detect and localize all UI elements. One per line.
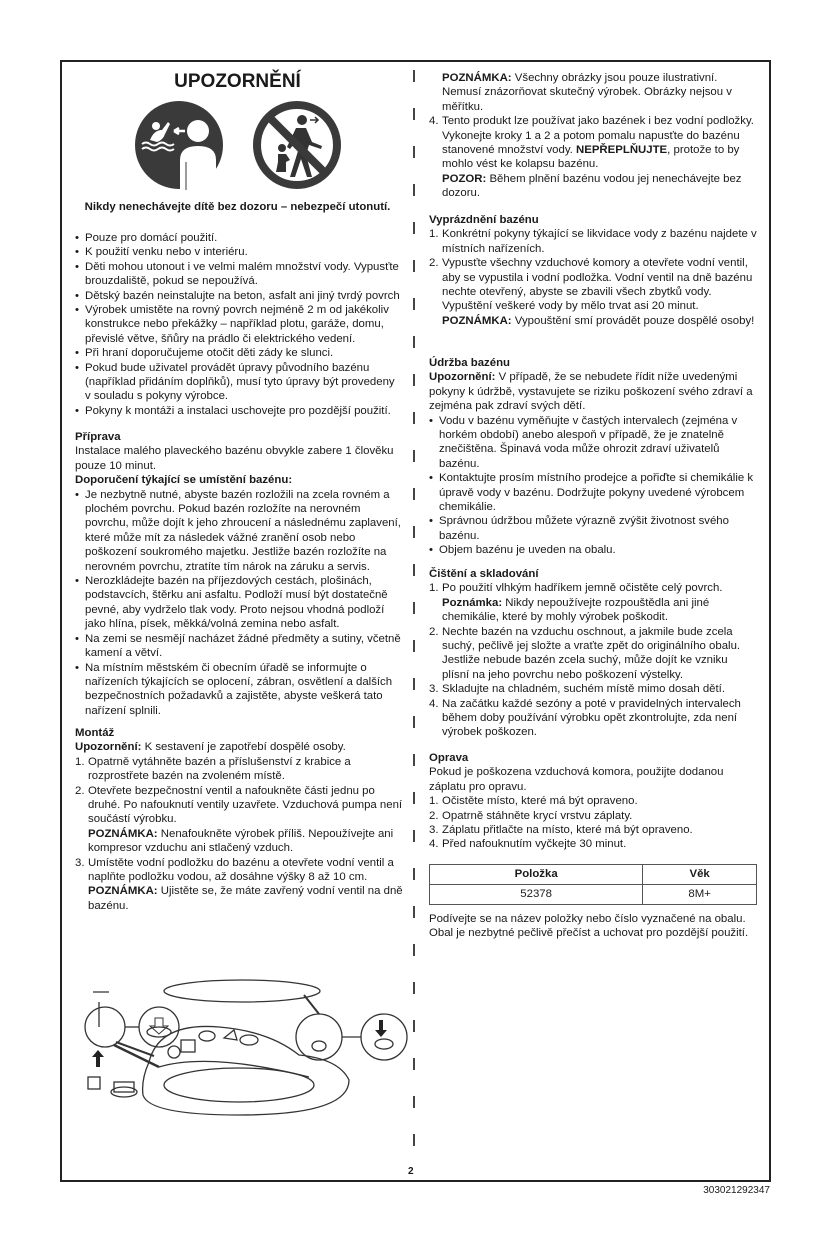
note-label: POZNÁMKA: — [442, 314, 512, 327]
bullet-text: Pokud bude uživatel provádět úpravy původního bazénu (například přidáním doplňků), musí tyto úpravy být provedeny v souladu s pokyny výrobce. — [85, 361, 395, 403]
section-heading: Příprava — [75, 431, 121, 443]
step-number: 3. — [429, 824, 439, 837]
note-text: Pokud je poškozena vzduchová komora, použijte dodanou záplatu pro opravu. — [429, 766, 724, 793]
bullet-marker: • — [75, 246, 79, 259]
step-text: Na začátku každé sezóny a poté v pravidelných intervalech během doby používání výrobku opět zkontrolujte, zda není výrobek poškozen. — [442, 697, 741, 739]
paragraph — [75, 444, 403, 473]
supervise-child-in-water-icon — [134, 100, 224, 190]
numbered-step — [429, 794, 757, 808]
numbered-step — [429, 697, 757, 740]
bullet-item — [429, 543, 757, 557]
step-text: Tento produkt lze používat jako bazének i bez vodní podložky. Vykonejte kroky 1 a 2 a potom pomalu napusťte do bazénu stanovené množství vody. — [442, 115, 754, 157]
bullet-marker: • — [75, 404, 79, 417]
step-number: 2. — [429, 625, 439, 638]
section-heading: Údržba bazénu — [429, 357, 511, 369]
serial-number: 303021292347 — [703, 1185, 770, 1196]
bullet-text: Nerozkládejte bazén na příjezdových cestách, plošinách, podstavcích, štěrku ani asfaltu. Podloží musí být dostatečně pevné, aby vydrželo tlak vody. Proto nejsou vhodná podloží jako hlína, písek, měkká/volná zemina nebo asfalt. — [85, 575, 388, 631]
section-montaz-continued — [429, 71, 757, 201]
bullet-item — [75, 245, 403, 259]
step-text-tail: , protože to by mohlo vést ke kolapsu bazénu. — [442, 144, 740, 171]
bullet-marker: • — [75, 488, 79, 501]
step-number: 1. — [429, 582, 439, 595]
numbered-step — [75, 784, 403, 827]
table-cell-age: 8M+ — [643, 885, 757, 905]
section-cisteni — [429, 567, 757, 740]
step-number: 1. — [429, 795, 439, 808]
paragraph — [429, 370, 757, 413]
note-text: Instalace malého plaveckého bazénu obvykle zabere 1 člověku pouze 10 minut. — [75, 445, 394, 472]
note-text: K sestavení je zapotřebí dospělé osoby. — [141, 741, 346, 754]
bullet-text: Na zemi se nesmějí nacházet žádné předměty a sutiny, včetně kamení a větví. — [85, 632, 401, 660]
bullet-item — [75, 632, 403, 661]
note-text: Během plnění bazénu vodou jej nenechávejte bez dozoru. — [442, 172, 742, 200]
bullet-item — [75, 346, 403, 360]
bullet-item — [75, 231, 403, 245]
step-emphasis: NEPŘEPLŇUJTE — [576, 144, 668, 157]
bullet-text: Je nezbytně nutné, abyste bazén rozložili na zcela rovném a plochém povrchu. Pokud bazén rozložíte na nerovném povrchu, může dojít k jeho zhroucení a následnému zaplavení, které může mít za následek vážné zranění osob nebo poškození soukromého majetku. Jestliže bazén rozložíte na nerovném povrchu, ztratíte tím nárok na záruku a servis. — [85, 488, 401, 573]
step-text: Skladujte na chladném, suchém místě mimo dosah dětí. — [442, 683, 726, 696]
section-oprava — [429, 751, 757, 852]
safety-bullets — [75, 231, 403, 418]
numbered-step — [429, 114, 757, 172]
bullet-text: Dětský bazén neinstalujte na beton, asfalt ani jiný tvrdý povrch — [85, 289, 400, 302]
warning-title: UPOZORNĚNÍ — [174, 71, 301, 92]
step-number: 4. — [429, 838, 439, 851]
note-label: POZNÁMKA: — [442, 72, 512, 84]
bullet-item — [75, 404, 403, 418]
step-text: Očistěte místo, které má být opraveno. — [442, 795, 638, 808]
bullet-marker: • — [75, 632, 79, 645]
bullet-item — [429, 414, 757, 472]
bullet-marker: • — [429, 472, 433, 485]
bullet-text: Pokyny k montáži a instalaci uschovejte pro pozdější použití. — [85, 404, 391, 417]
table-cell-item: 52378 — [430, 885, 643, 905]
note-label: POZNÁMKA: — [88, 827, 158, 840]
bullet-marker: • — [75, 361, 79, 374]
do-not-leave-child-unattended-icon — [252, 100, 342, 190]
section-vyprazdneni — [429, 213, 757, 328]
step-text: Umístěte vodní podložku do bazénu a otevřete vodní ventil a naplňte podložku vodou, až dosáhne výšky 8 až 10 cm. — [88, 856, 394, 884]
bullet-marker: • — [75, 575, 79, 588]
section-heading: Oprava — [429, 752, 469, 764]
warning-caption: Nikdy nenechávejte dítě bez dozoru – nebezpečí utonutí. — [84, 201, 391, 213]
table-header-item: Položka — [430, 865, 643, 885]
section-montaz — [75, 726, 403, 913]
bullet-marker: • — [75, 260, 79, 273]
note-label: POZOR: — [442, 172, 487, 185]
step-text: Nechte bazén na vzduchu oschnout, a jakmile bude zcela suchý, pečlivě jej složte a vraťte zpět do originálního obalu. Jestliže nebude bazén zcela suchý, může dojít ke vzniku plísní na jeho povrchu nebo poškození výstelky. — [442, 625, 741, 681]
step-text: Konkrétní pokyny týkající se likvidace vody z bazénu najdete v místních nařízeních. — [442, 228, 757, 255]
note — [429, 314, 757, 328]
bullet-text: Na místním městském či obecním úřadě se informujte o nařízeních týkajících se oplocení, zábran, osvětlení a dalších bezpečnostních požadavků a zajistěte, abyste veškerá tato nařízení splnili. — [85, 661, 393, 717]
page-number: 2 — [408, 1166, 414, 1177]
bullet-marker: • — [75, 304, 79, 317]
step-text: Po použití vlhkým hadříkem jemně očistěte celý povrch. — [442, 582, 723, 595]
bullet-item — [75, 289, 403, 303]
step-text: Před nafouknutím vyčkejte 30 minut. — [442, 838, 627, 851]
bullet-text: Správnou údržbou můžete výrazně zvýšit životnost svého bazénu. — [439, 515, 729, 542]
bullet-text: Vodu v bazénu vyměňujte v častých intervalech (zejména v horkém období) anebo alespoň v případě, že je znatelně znečištěna. Špinavá voda může ohrozit zdraví uživatelů bazénu. — [439, 414, 738, 470]
step-number: 3. — [75, 856, 85, 869]
note-label: Poznámka: — [442, 596, 503, 609]
numbered-step — [429, 809, 757, 823]
step-text: Opatrně stáhněte krycí vrstvu záplaty. — [442, 809, 633, 822]
step-text: Záplatu přitlačte na místo, které má být opraveno. — [442, 824, 693, 837]
bullet-marker: • — [429, 515, 433, 528]
numbered-step — [75, 856, 403, 885]
step-number: 3. — [429, 683, 439, 696]
step-number: 2. — [75, 784, 85, 797]
product-table-wrap — [429, 864, 757, 941]
section-heading: Montáž — [75, 727, 115, 739]
step-number: 4. — [429, 115, 439, 128]
section-udrzba — [429, 356, 757, 558]
step-number: 4. — [429, 697, 439, 710]
numbered-step — [429, 227, 757, 256]
bullet-item — [429, 514, 757, 543]
section-heading: Vyprázdnění bazénu — [429, 214, 539, 226]
note — [75, 884, 403, 913]
table-header-age: Věk — [643, 865, 757, 885]
note — [75, 827, 403, 856]
pool-assembly-illustration — [64, 952, 414, 1152]
note — [429, 71, 757, 114]
section-heading: Čištění a skladování — [429, 568, 539, 580]
subheading: Doporučení týkající se umístění bazénu: — [75, 474, 293, 487]
numbered-step — [429, 823, 757, 837]
note-text: Nikdy nepoužívejte rozpouštědla ani jiné chemikálie, které by mohly výrobek poškodit. — [442, 596, 710, 624]
bullet-text: Kontaktujte prosím místního prodejce a pořiďte si chemikálie k úpravě vody v bazénu. Dodržujte pokyny uvedené výrobcem chemikálie. — [439, 472, 754, 514]
note-label: Upozornění: — [429, 371, 496, 384]
bullet-text: Pouze pro domácí použití. — [85, 232, 218, 244]
note-text: Nenafoukněte výrobek příliš. Nepoužívejte ani kompresor vzduchu ani stlačený vzduch. — [88, 827, 394, 855]
bullet-item — [75, 260, 403, 289]
step-text: Vypusťte všechny vzduchové komory a otevřete vodní ventil, aby se vypustila i vodní podložka. Vodní ventil na dně bazénu nechte otevřený, abyste se zbavili všech zbytků vody. Vypuštění veškeré vody by mělo trvat asi 20 minut. — [442, 257, 753, 313]
step-number: 2. — [429, 257, 439, 270]
bullet-text: K použití venku nebo v interiéru. — [85, 246, 248, 259]
bullet-item — [75, 574, 403, 632]
bullet-item — [75, 661, 403, 719]
numbered-step — [429, 625, 757, 683]
bullet-item — [75, 361, 403, 404]
numbered-step — [429, 581, 757, 595]
step-number: 1. — [75, 755, 85, 768]
step-number: 1. — [429, 228, 439, 241]
paragraph — [75, 740, 403, 754]
note-text: Všechny obrázky jsou pouze ilustrativní. Nemusí znázorňovat skutečný výrobek. Obrázky nejsou v měřítku. — [442, 72, 732, 113]
step-text: Opatrně vytáhněte bazén a příslušenství z krabice a rozprostřete bazén na zvoleném místě. — [88, 755, 351, 783]
numbered-step — [75, 755, 403, 784]
note-text: Vypouštění smí provádět pouze dospělé osoby! — [511, 314, 755, 327]
bullet-text: Objem bazénu je uveden na obalu. — [439, 544, 616, 557]
warning-icons — [75, 100, 400, 190]
section-priprava — [75, 430, 403, 718]
note-label: Upozornění: — [75, 741, 142, 754]
bullet-marker: • — [429, 544, 433, 557]
paragraph — [429, 765, 757, 794]
bullet-item — [75, 488, 403, 574]
note-label: POZNÁMKA: — [88, 885, 158, 898]
step-number: 2. — [429, 809, 439, 822]
bullet-marker: • — [75, 289, 79, 302]
bullet-marker: • — [75, 232, 79, 244]
bullet-marker: • — [75, 661, 79, 674]
numbered-step — [429, 682, 757, 696]
bullet-item — [75, 303, 403, 346]
bullet-text: Výrobek umistěte na rovný povrch nejméně 2 m od jakékoliv konstrukce nebo překážky – například plotu, garáže, domu, převislé větve, šňůry na prádlo či elektrického vedení. — [85, 304, 389, 345]
product-table — [429, 864, 757, 905]
step-text: Otevřete bezpečnostní ventil a nafoukněte části jednu po druhé. Po nafouknutí ventily uzavřete. Vzduchová pumpa není součástí výrobku. — [88, 784, 403, 826]
note — [429, 172, 757, 201]
note-text: Ujistěte se, že máte zavřený vodní ventil na dně bazénu. — [88, 885, 403, 912]
bullet-text: Při hraní doporučujeme otočit děti zády ke slunci. — [85, 347, 334, 360]
numbered-step — [429, 837, 757, 851]
note — [429, 596, 757, 625]
bullet-marker: • — [429, 414, 433, 427]
footer-note: Podívejte se na název položky nebo číslo vyznačené na obalu. Obal je nezbytné pečlivě přečíst a uchovat pro pozdější použití. — [429, 913, 749, 940]
numbered-step — [429, 256, 757, 314]
note-text: V případě, že se nebudete řídit níže uvedenými pokyny k údržbě, vystavujete se riziku poškození svého zdraví a zejména pak zdraví svých dětí. — [429, 371, 753, 413]
bullet-marker: • — [75, 347, 79, 360]
bullet-item — [429, 471, 757, 514]
bullet-text: Děti mohou utonout i ve velmi malém množství vody. Vypusťte brouzdaliště, pokud se nepoužívá. — [85, 260, 399, 288]
